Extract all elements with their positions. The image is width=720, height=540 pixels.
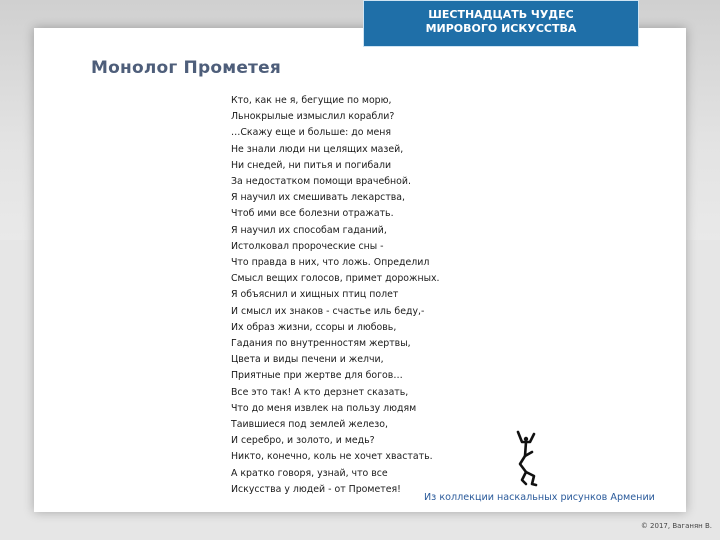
poem-line: Гадания по внутренностям жертвы, — [231, 338, 411, 350]
poem-line: Что правда в них, что ложь. Определил — [231, 257, 430, 269]
poem-line: …Скажу еще и больше: до меня — [231, 127, 392, 139]
poem-line: Что до меня извлек на пользу людям — [231, 402, 417, 414]
poem-line: Я объяснил и хищных птиц полет — [231, 289, 399, 301]
poem-line: Ни снедей, ни питья и погибали — [231, 159, 392, 171]
poem-line: Я научил их способам гаданий, — [231, 224, 387, 236]
poem-line: А кратко говоря, узнай, что все — [231, 467, 388, 479]
poem-line: Не знали люди ни целящих мазей, — [231, 143, 404, 155]
poem-text — [231, 93, 531, 498]
poem-line: И серебро, и золото, и медь? — [231, 435, 375, 447]
image-caption: Из коллекции наскальных рисунков Армении — [424, 492, 655, 503]
poem-line: Никто, конечно, коль не хочет хвастать. — [231, 451, 433, 463]
header-banner — [363, 0, 639, 47]
poem-line: Кто, как не я, бегущие по морю, — [231, 95, 392, 106]
poem-line: Цвета и виды печени и желчи, — [231, 354, 384, 366]
rock-art-human-figure-icon — [510, 428, 544, 488]
poem-line: Истолковал пророческие сны - — [231, 240, 384, 252]
banner-line-2: МИРОВОГО ИСКУССТВА — [425, 22, 577, 35]
poem-line: Льнокрылые измыслил корабли? — [231, 111, 395, 123]
poem-line: Их образ жизни, ссоры и любовь, — [231, 321, 397, 333]
poem-line: Чтоб ими все болезни отражать. — [231, 208, 394, 220]
poem-line: Все это так! А кто дерзнет сказать, — [231, 386, 409, 398]
banner-line-1: ШЕСТНАДЦАТЬ ЧУДЕС — [428, 8, 574, 21]
poem-line: Таившиеся под землей железо, — [231, 419, 388, 431]
poem-line: Искусства у людей - от Прометея! — [231, 483, 401, 495]
poem-line: Я научил их смешивать лекарства, — [231, 192, 406, 204]
poem-line: И смысл их знаков - счастье иль беду,- — [231, 305, 425, 317]
poem-line: Приятные при жертве для богов… — [231, 370, 403, 382]
poem-line: За недостатком помощи врачебной. — [231, 176, 411, 188]
slide-title: Монолог Прометея — [91, 58, 281, 78]
poem-line: Смысл вещих голосов, примет дорожных. — [231, 273, 440, 285]
copyright-text: © 2017, Ваганян В. — [640, 522, 712, 530]
